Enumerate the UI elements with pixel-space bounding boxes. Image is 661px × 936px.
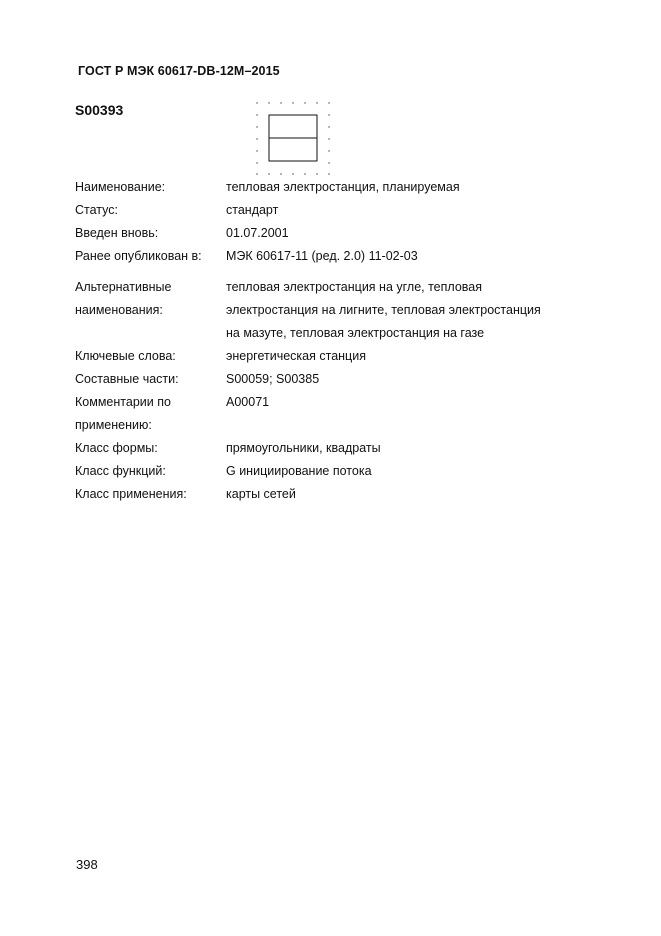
field-label: Класс формы:: [75, 441, 158, 455]
field-label: Ранее опубликован в:: [75, 249, 202, 263]
field-value: МЭК 60617-11 (ред. 2.0) 11-02-03: [226, 249, 418, 263]
field-label-line: наименования:: [75, 303, 163, 317]
field-component-parts: [75, 368, 595, 391]
field-status: [75, 199, 595, 222]
field-value: стандарт: [226, 203, 279, 217]
field-value-line: на мазуте, тепловая электростанция на газе: [226, 326, 485, 340]
field-value: [226, 391, 595, 437]
field-label: Класс применения:: [75, 487, 187, 501]
field-introduced: [75, 222, 595, 245]
field-label: Статус:: [75, 203, 118, 217]
field-value: прямоугольники, квадраты: [226, 441, 381, 455]
field-value-line: тепловая электростанция на угле, тепловая: [226, 280, 483, 294]
symbol-drawing: [254, 100, 332, 176]
field-label: [75, 391, 225, 437]
field-label: Ключевые слова:: [75, 349, 176, 363]
field-value: энергетическая станция: [226, 349, 366, 363]
symbol-code: S00393: [75, 102, 124, 118]
field-value-line: A00071: [226, 395, 270, 409]
field-value-line: электростанция на лигните, тепловая электростанция: [226, 303, 541, 317]
field-label: Класс функций:: [75, 464, 166, 478]
symbol-properties: [75, 176, 595, 506]
field-function-class: [75, 460, 595, 483]
field-label-line: применению:: [75, 418, 152, 432]
document-header: ГОСТ Р МЭК 60617-DB-12M–2015: [78, 64, 280, 78]
field-value: [226, 276, 595, 345]
field-label: Составные части:: [75, 372, 179, 386]
field-alternative-names: [75, 276, 595, 345]
spacer: [75, 268, 595, 276]
field-value: S00059; S00385: [226, 372, 320, 386]
spacer: [226, 414, 595, 437]
field-application-notes: [75, 391, 595, 437]
field-previously-published: [75, 245, 595, 268]
page-number: 398: [76, 857, 98, 872]
field-value: тепловая электростанция, планируемая: [226, 180, 460, 194]
field-label: Наименование:: [75, 180, 166, 194]
field-application-class: [75, 483, 595, 506]
field-value: карты сетей: [226, 487, 296, 501]
field-label-line: Альтернативные: [75, 280, 172, 294]
field-name: [75, 176, 595, 199]
field-value: 01.07.2001: [226, 226, 289, 240]
field-keywords: [75, 345, 595, 368]
field-label-line: Комментарии по: [75, 395, 171, 409]
field-shape-class: [75, 437, 595, 460]
field-value: G инициирование потока: [226, 464, 372, 478]
field-label: [75, 276, 225, 322]
field-label: Введен вновь:: [75, 226, 159, 240]
